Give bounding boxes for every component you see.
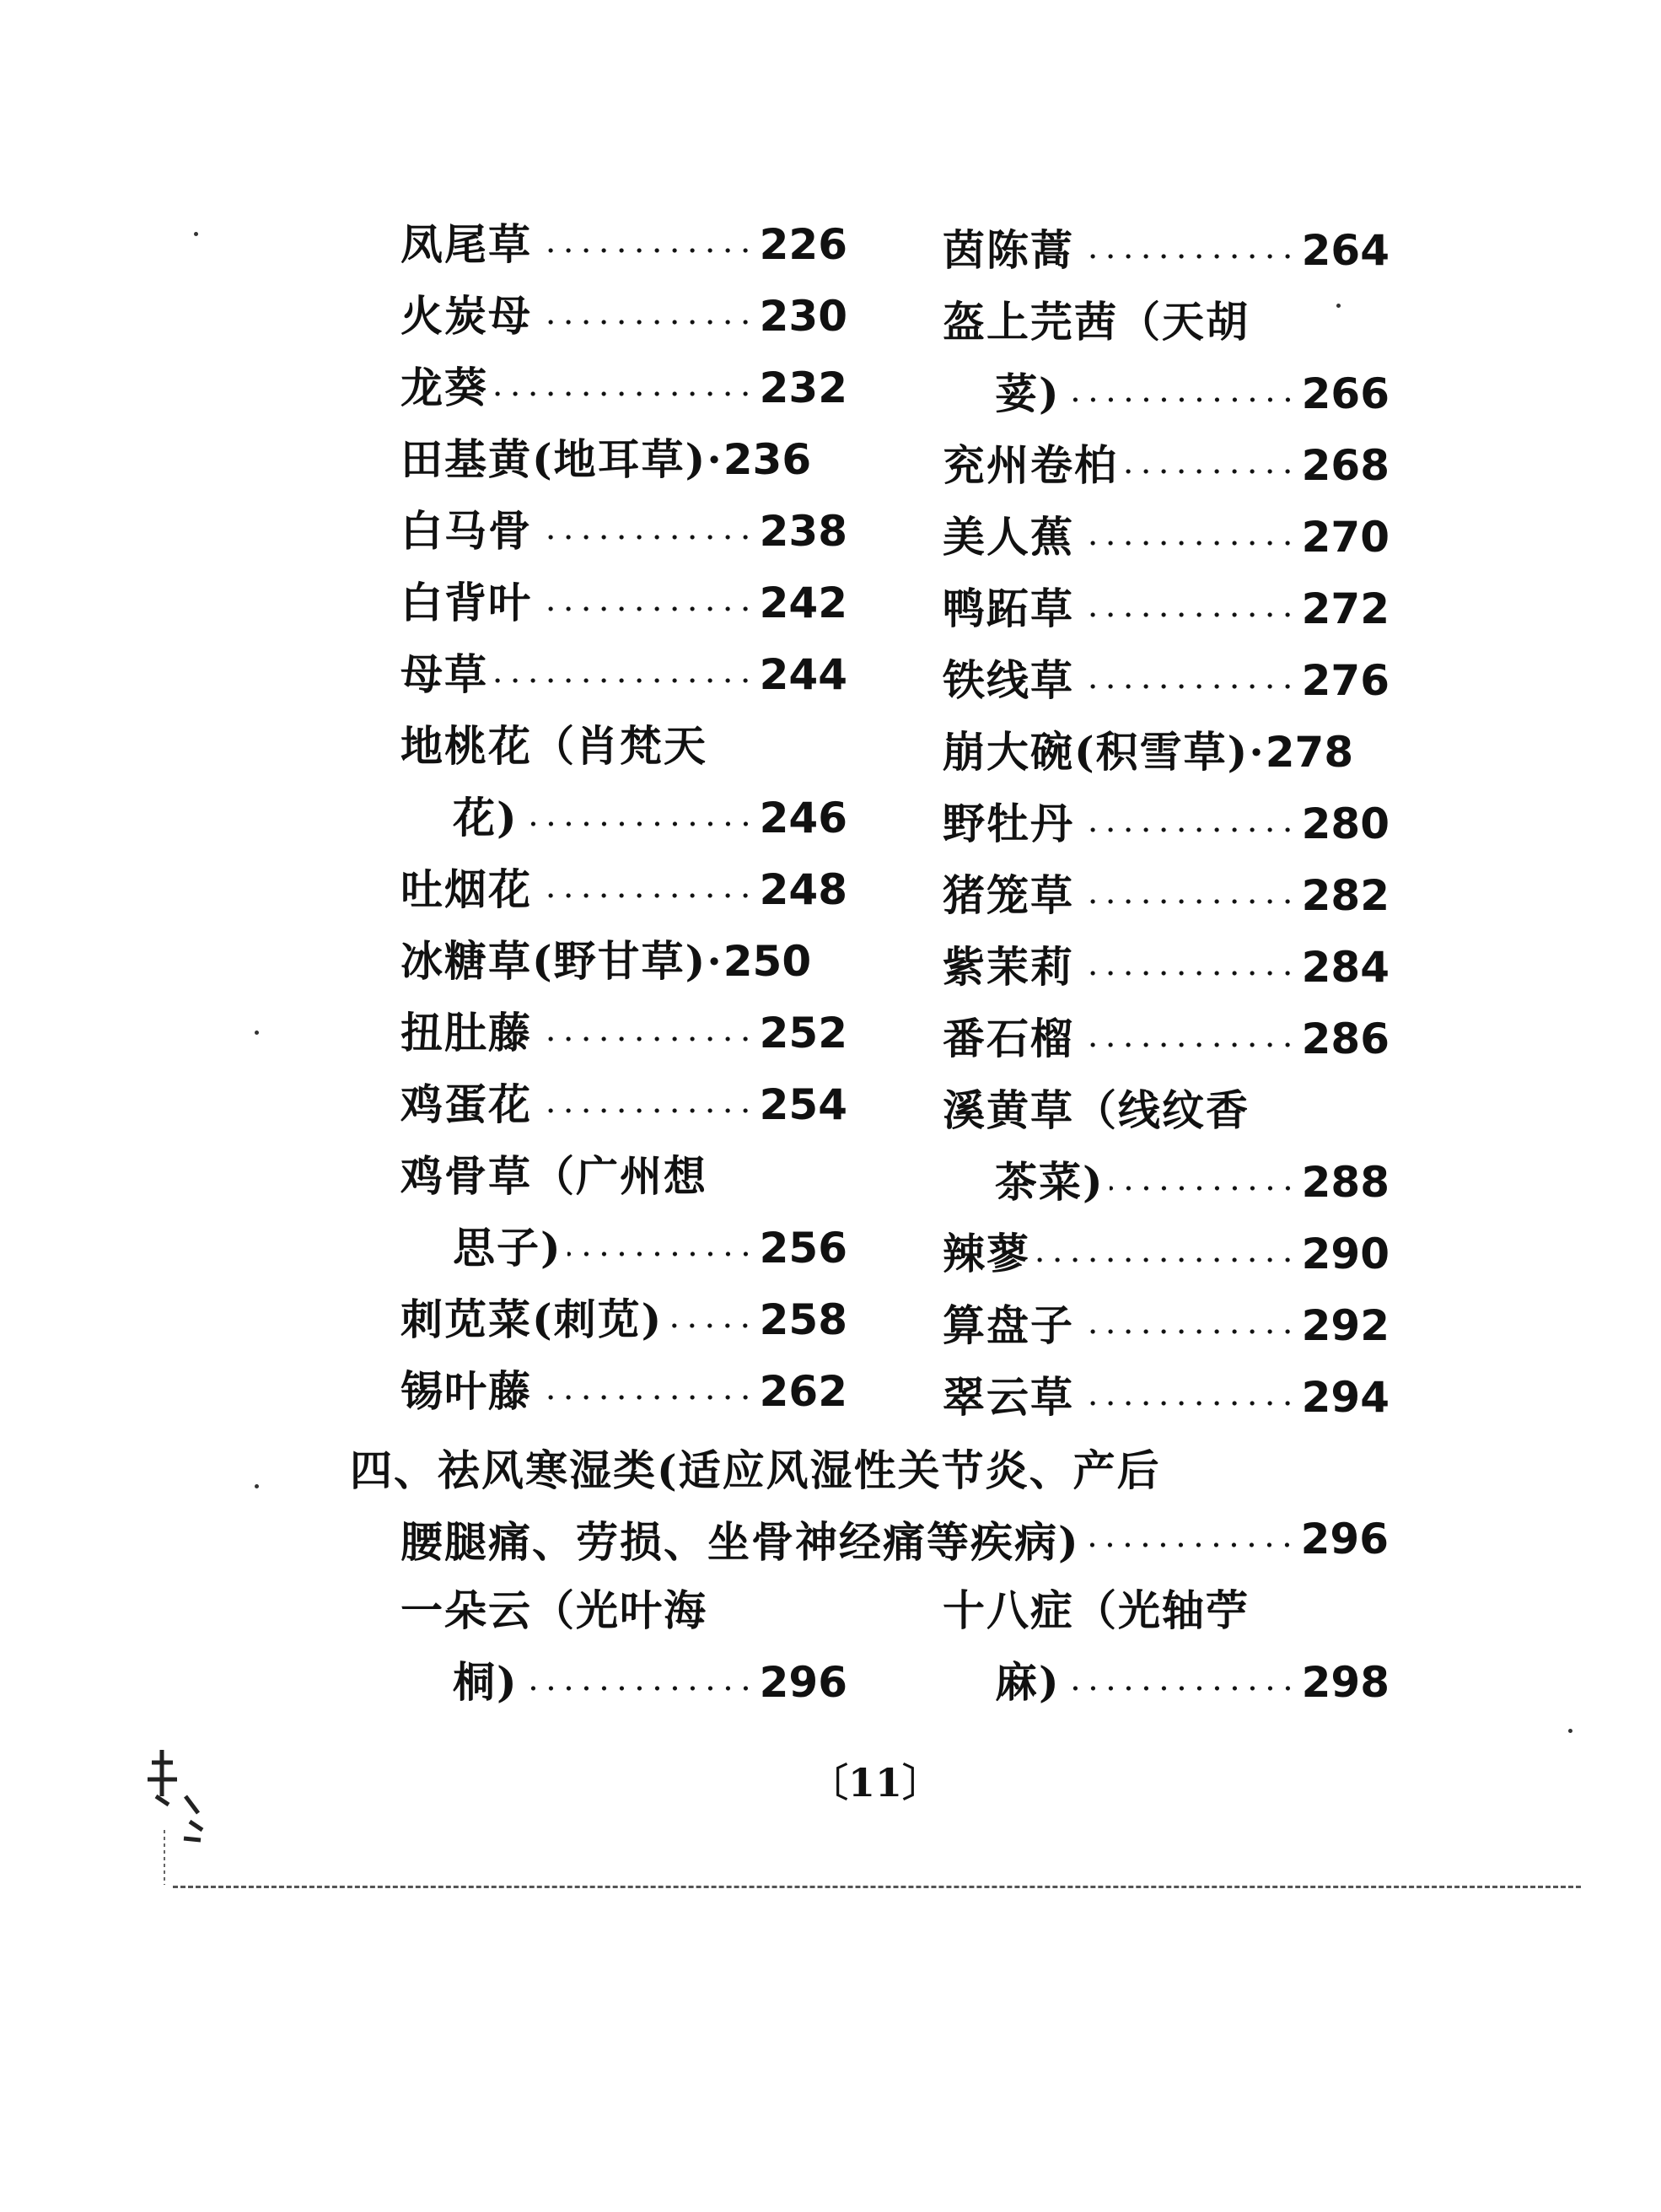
dot-leader — [1079, 1329, 1297, 1334]
entry-name: 溪黄草（线纹香 — [943, 1085, 1250, 1135]
dot-leader — [1066, 1686, 1297, 1691]
entry-page: 276 — [1301, 656, 1390, 705]
dot-leader — [493, 678, 755, 683]
entry-name: 桐) — [453, 1657, 519, 1707]
entry-page: 248 — [759, 865, 847, 914]
dot-leader — [524, 821, 755, 826]
toc-entry — [943, 508, 1390, 567]
dot-leader — [1079, 1042, 1297, 1047]
entry-name: 火炭母 — [400, 291, 532, 341]
margin-scribble-mark — [135, 1746, 228, 1889]
dot-leader — [1066, 397, 1297, 402]
entry-name: 田基黄(地耳草)· — [400, 434, 723, 484]
scan-speck — [1568, 1729, 1572, 1733]
toc-entry — [943, 1224, 1390, 1284]
entry-name: 龙葵 — [400, 363, 488, 412]
toc-entry — [943, 364, 1390, 423]
entry-name: 十八症（光轴苧 — [943, 1585, 1250, 1635]
entry-page: 296 — [759, 1658, 847, 1707]
toc-entry — [400, 788, 847, 848]
entry-name: 刺苋菜(刺苋) — [400, 1294, 664, 1344]
toc-entry — [943, 866, 1390, 925]
toc-entry — [943, 293, 1390, 352]
entry-name: 辣蓼 — [943, 1229, 1030, 1278]
toc-entry — [943, 651, 1390, 710]
section-heading-line2: 腰腿痛、劳损、坐骨神经痛等疾病) — [400, 1517, 1080, 1567]
entry-page: 266 — [1301, 369, 1390, 418]
entry-page: 254 — [759, 1080, 847, 1129]
dot-leader — [567, 1251, 755, 1257]
toc-entry — [943, 1581, 1390, 1640]
entry-name: 思子) — [453, 1223, 562, 1273]
scan-speck — [1336, 304, 1341, 308]
entry-name: 猪笼草 — [943, 870, 1074, 920]
entry-page: 292 — [1301, 1301, 1390, 1350]
section-heading — [350, 1438, 1161, 1497]
entry-page: 252 — [759, 1009, 847, 1058]
toc-entry — [400, 287, 847, 346]
entry-page: 272 — [1301, 584, 1390, 633]
toc-entry — [400, 1075, 847, 1134]
dot-leader — [537, 535, 755, 540]
entry-name: 野牡丹 — [943, 799, 1074, 848]
entry-name: 鸡骨草（广州想 — [400, 1151, 707, 1201]
scan-edge-line — [173, 1886, 1581, 1888]
toc-entry — [400, 215, 847, 274]
dot-leader — [537, 1036, 755, 1041]
scan-speck — [255, 1484, 259, 1488]
dot-leader — [537, 606, 755, 611]
entry-name: 吐烟花 — [400, 864, 532, 914]
toc-entry — [943, 1081, 1390, 1140]
entry-page: 246 — [759, 794, 847, 842]
toc-entry — [400, 1004, 847, 1063]
entry-page: 236 — [723, 435, 812, 484]
entry-name: 鸡蛋花 — [400, 1079, 532, 1129]
dot-leader — [537, 320, 755, 325]
entry-name: 番石榴 — [943, 1014, 1074, 1063]
dot-leader — [537, 248, 755, 253]
section-heading-line1: 四、祛风寒湿类(适应风湿性关节炎、产后 — [350, 1445, 1161, 1495]
entry-name: 白马骨 — [400, 506, 532, 556]
dot-leader — [668, 1323, 754, 1328]
entry-page: 238 — [759, 507, 847, 556]
entry-page: 268 — [1301, 441, 1390, 490]
toc-entry — [400, 932, 847, 991]
entry-page: 294 — [1301, 1373, 1390, 1422]
dot-leader — [537, 1108, 755, 1113]
entry-page: 282 — [1301, 871, 1390, 920]
entry-page: 250 — [723, 937, 812, 986]
entry-name: 翠云草 — [943, 1372, 1074, 1422]
entry-name: 一朵云（光叶海 — [400, 1585, 707, 1635]
toc-entry — [400, 1362, 847, 1421]
toc-entry — [943, 723, 1390, 782]
entry-page: 242 — [759, 579, 847, 627]
toc-entry — [943, 1009, 1390, 1068]
toc-entry — [943, 794, 1390, 853]
entry-name: 麻) — [995, 1657, 1061, 1707]
dot-leader — [537, 893, 755, 898]
toc-entry — [400, 1290, 847, 1349]
entry-name: 冰糖草(野甘草)· — [400, 936, 723, 986]
dot-leader — [1123, 469, 1297, 474]
toc-entry — [943, 1653, 1390, 1712]
entry-page: 286 — [1301, 1015, 1390, 1063]
scan-speck — [194, 232, 198, 236]
toc-entry — [400, 860, 847, 919]
page-number: 〔11〕 — [809, 1760, 942, 1806]
entry-page: 280 — [1301, 799, 1390, 848]
entry-name: 母草 — [400, 649, 488, 699]
entry-name: 白背叶 — [400, 578, 532, 627]
entry-name: 盔上芫茜（天胡 — [943, 297, 1250, 347]
entry-page: 278 — [1265, 728, 1354, 777]
entry-name: 地桃花（肖梵天 — [400, 721, 707, 771]
entry-name: 凤尾草 — [400, 219, 532, 269]
section-heading-continued — [400, 1510, 1389, 1569]
dot-leader — [1079, 1401, 1297, 1406]
entry-page: 244 — [759, 650, 847, 699]
toc-entry — [943, 1153, 1390, 1212]
entry-page: 270 — [1301, 513, 1390, 562]
toc-entry — [943, 1296, 1390, 1355]
dot-leader — [1079, 684, 1297, 689]
toc-entry — [400, 1581, 847, 1640]
toc-entry — [943, 938, 1390, 997]
toc-entry — [943, 436, 1390, 495]
entry-page: 290 — [1301, 1230, 1390, 1278]
toc-entry — [400, 430, 847, 489]
toc-entry — [400, 358, 847, 417]
dot-leader — [1085, 1542, 1296, 1547]
entry-name: 扭肚藤 — [400, 1008, 532, 1058]
entry-name: 鸭跖草 — [943, 584, 1074, 633]
dot-leader — [1079, 254, 1297, 259]
entry-page: 262 — [759, 1367, 847, 1416]
toc-entry — [943, 579, 1390, 638]
dot-leader — [1035, 1257, 1297, 1262]
toc-entry — [400, 1653, 847, 1712]
dot-leader — [1079, 827, 1297, 832]
dot-leader — [1079, 971, 1297, 976]
entry-name: 铁线草 — [943, 655, 1074, 705]
entry-page: 298 — [1301, 1658, 1390, 1707]
toc-entry — [400, 645, 847, 704]
scan-speck — [255, 1031, 259, 1035]
dot-leader — [1110, 1186, 1297, 1191]
entry-name: 算盘子 — [943, 1300, 1074, 1350]
entry-page: 258 — [759, 1295, 847, 1344]
entry-name: 崩大碗(积雪草)· — [943, 727, 1266, 777]
entry-name: 荽) — [995, 369, 1061, 418]
toc-entry — [943, 1368, 1390, 1427]
dot-leader — [1079, 612, 1297, 617]
toc-entry — [400, 1147, 847, 1206]
entry-name: 茵陈蒿 — [943, 225, 1074, 275]
entry-page: 288 — [1301, 1158, 1390, 1207]
entry-page: 230 — [759, 292, 847, 341]
dot-leader — [1079, 541, 1297, 546]
toc-entry — [400, 573, 847, 632]
toc-entry — [400, 1219, 847, 1278]
dot-leader — [493, 391, 755, 396]
entry-name: 锡叶藤 — [400, 1366, 532, 1416]
entry-page: 264 — [1301, 226, 1390, 275]
dot-leader — [537, 1395, 755, 1400]
entry-name: 紫茉莉 — [943, 942, 1074, 992]
entry-name: 兖州卷柏 — [943, 440, 1118, 490]
entry-name: 美人蕉 — [943, 512, 1074, 562]
toc-entry — [400, 502, 847, 561]
toc-entry — [943, 221, 1390, 280]
dot-leader — [1079, 899, 1297, 904]
entry-page: 284 — [1301, 943, 1390, 992]
entry-page: 256 — [759, 1224, 847, 1273]
entry-page: 232 — [759, 363, 847, 412]
entry-page: 226 — [759, 220, 847, 269]
section-page: 296 — [1300, 1515, 1389, 1563]
toc-entry — [400, 717, 847, 776]
entry-name: 茶菜) — [995, 1157, 1105, 1207]
entry-name: 花) — [453, 793, 519, 842]
dot-leader — [524, 1686, 755, 1691]
